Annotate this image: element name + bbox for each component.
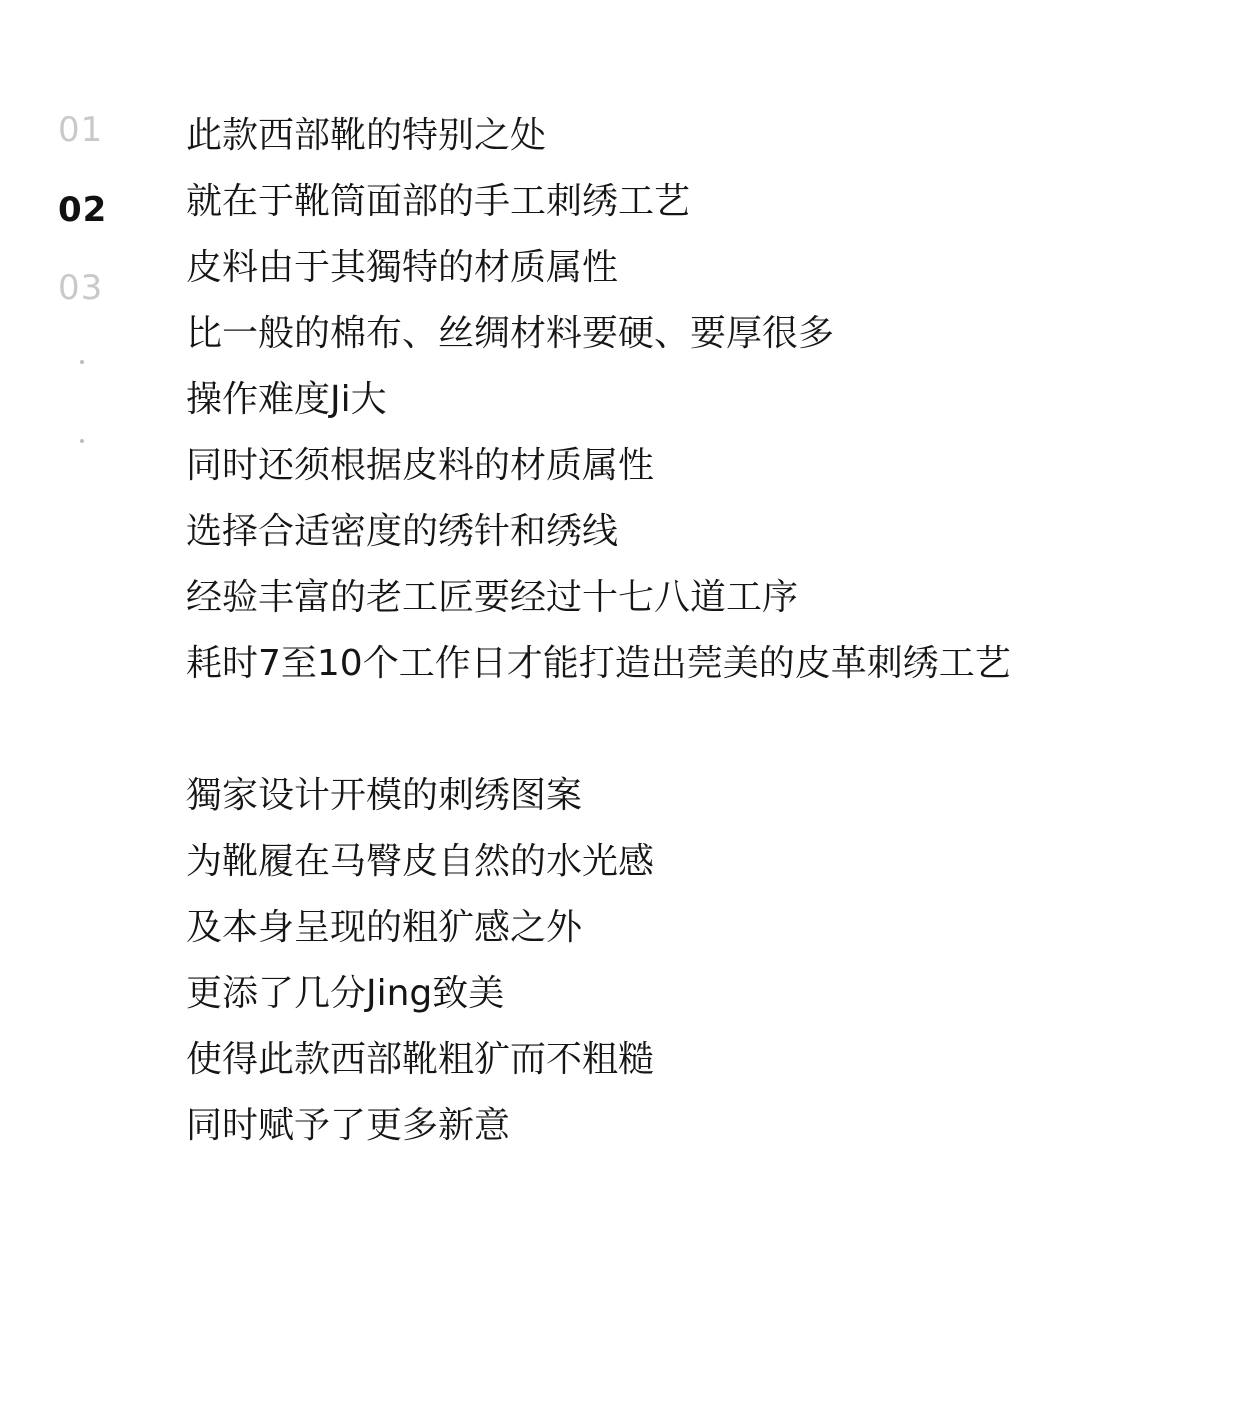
text-line: 为靴履在马臀皮自然的水光感 [186, 841, 655, 882]
text-line: 更添了几分Jing致美 [186, 973, 505, 1014]
description-text [186, 103, 1206, 1159]
text-line: 獨家设计开模的刺绣图案 [186, 775, 583, 816]
text-line: 同时赋予了更多新意 [186, 1105, 511, 1146]
step-number-2: 02 [58, 190, 108, 230]
text-line: 使得此款西部靴粗犷而不粗糙 [186, 1039, 655, 1080]
paragraph-1 [186, 103, 1206, 697]
step-number-3: 03 [58, 268, 104, 308]
text-line: 及本身呈现的粗犷感之外 [186, 907, 583, 948]
text-line: 耗时7至10个工作日才能打造出莞美的皮革刺绣工艺 [186, 643, 1011, 684]
paragraph-2 [186, 763, 1206, 1159]
text-line: 经验丰富的老工匠要经过十七八道工序 [186, 577, 799, 618]
ellipsis-dot [80, 360, 84, 364]
text-line: 就在于靴筒面部的手工刺绣工艺 [186, 181, 691, 222]
paragraph-spacer [186, 697, 1206, 763]
text-line: 比一般的棉布、丝绸材料要硬、要厚很多 [186, 313, 835, 354]
step-number-1: 01 [58, 110, 104, 150]
text-line: 皮料由于其獨特的材质属性 [186, 247, 619, 288]
ellipsis-dot [80, 439, 84, 443]
text-line: 选择合适密度的绣针和绣线 [186, 511, 619, 552]
text-line: 操作难度Ji大 [186, 379, 387, 420]
text-line: 此款西部靴的特别之处 [186, 115, 547, 156]
text-line: 同时还须根据皮料的材质属性 [186, 445, 655, 486]
